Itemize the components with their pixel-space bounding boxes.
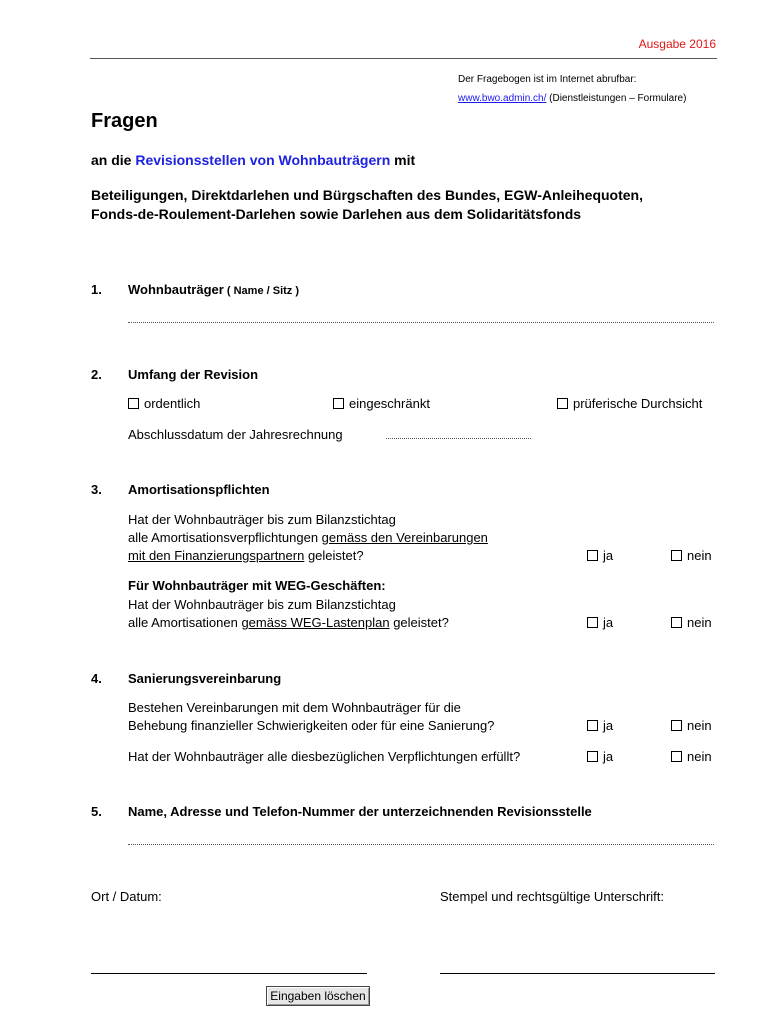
section-4-title: Sanierungsvereinbarung <box>128 671 282 686</box>
s3-q1-line3a: mit den Finanzierungspartnern <box>128 548 305 563</box>
s3-q1-no[interactable] <box>671 548 712 563</box>
option-pruefung-label: prüferische Durchsicht <box>573 396 703 411</box>
s3-q2-line2c: geleistet? <box>389 615 449 630</box>
section-1-title <box>128 282 299 297</box>
s3-q1-yes[interactable] <box>587 548 613 563</box>
s4-q2-yes-label: ja <box>603 749 614 764</box>
checkbox-pruefung[interactable] <box>557 398 568 409</box>
s4-q2-no[interactable] <box>671 749 712 764</box>
intro-line-1: Beteiligungen, Direktdarlehen und Bürgschaften des Bundes, EGW-Anleihequoten, <box>91 187 643 203</box>
s4-q2-yes[interactable] <box>587 749 613 764</box>
checkbox-s3-q2-yes[interactable] <box>587 617 598 628</box>
s3-q1-line3 <box>128 548 364 563</box>
section-1-number: 1. <box>91 282 102 297</box>
subtitle <box>91 152 415 168</box>
checkbox-s4-q2-no[interactable] <box>671 751 682 762</box>
page-title: Fragen <box>91 110 158 132</box>
option-eingeschraenkt-label: eingeschränkt <box>349 396 430 411</box>
s3-q2-no[interactable] <box>671 615 712 630</box>
s4-q1-yes-label: ja <box>603 718 614 733</box>
reset-button[interactable]: Eingaben löschen <box>266 986 370 1006</box>
subtitle-highlight: Revisionsstellen von Wohnbauträgern <box>135 152 391 168</box>
wohnbautraeger-name-field[interactable] <box>128 322 714 323</box>
s4-q2-no-label: nein <box>687 749 712 764</box>
s4-q1-line1: Bestehen Vereinbarungen mit dem Wohnbauträger für die <box>128 700 461 715</box>
link-suffix: (Dienstleistungen – Formulare) <box>546 93 687 104</box>
checkbox-s3-q1-yes[interactable] <box>587 550 598 561</box>
s4-q1-no[interactable] <box>671 718 712 733</box>
checkbox-s4-q1-yes[interactable] <box>587 720 598 731</box>
checkbox-s4-q1-no[interactable] <box>671 720 682 731</box>
s4-q1-yes[interactable] <box>587 718 613 733</box>
s3-q2-no-label: nein <box>687 615 712 630</box>
s3-q2-line1: Hat der Wohnbauträger bis zum Bilanzstichtag <box>128 597 396 612</box>
s3-q1-no-label: nein <box>687 548 712 563</box>
option-ordentlich-label: ordentlich <box>144 396 201 411</box>
s4-q1-line2: Behebung finanzieller Schwierigkeiten oder für eine Sanierung? <box>128 718 495 733</box>
option-ordentlich[interactable] <box>128 396 200 411</box>
intro-line-2: Fonds-de-Roulement-Darlehen sowie Darlehen aus dem Solidaritätsfonds <box>91 206 582 222</box>
bwo-link[interactable]: www.bwo.admin.ch/ <box>458 93 547 104</box>
closing-date-label: Abschlussdatum der Jahresrechnung <box>128 427 343 442</box>
edition-label: Ausgabe 2016 <box>638 37 716 51</box>
checkbox-s3-q1-no[interactable] <box>671 550 682 561</box>
section-1-title-text: Wohnbauträger <box>128 282 224 297</box>
weg-title: Für Wohnbauträger mit WEG-Geschäften: <box>128 578 386 593</box>
internet-note: Der Fragebogen ist im Internet abrufbar: <box>458 74 637 85</box>
option-pruefung[interactable] <box>557 396 702 411</box>
s3-q1-line2a: alle Amortisationsverpflichtungen <box>128 530 322 545</box>
s3-q1-line2b: gemäss den Vereinbarungen <box>321 530 488 545</box>
section-5-title: Name, Adresse und Telefon-Nummer der unterzeichnenden Revisionsstelle <box>128 804 592 819</box>
s4-q1-no-label: nein <box>687 718 712 733</box>
s3-q2-line2b: gemäss WEG-Lastenplan <box>241 615 390 630</box>
section-2-title: Umfang der Revision <box>128 367 259 382</box>
section-4-number: 4. <box>91 671 102 686</box>
section-5-number: 5. <box>91 804 102 819</box>
header-divider <box>90 58 717 59</box>
subtitle-prefix: an die <box>91 152 136 168</box>
section-1-hint: ( Name / Sitz ) <box>223 285 300 297</box>
checkbox-eingeschraenkt[interactable] <box>333 398 344 409</box>
s3-q2-yes-label: ja <box>603 615 614 630</box>
s4-q2: Hat der Wohnbauträger alle diesbezüglichen Verpflichtungen erfüllt? <box>128 749 521 764</box>
subtitle-suffix: mit <box>390 152 416 168</box>
signature-line[interactable] <box>440 973 715 974</box>
section-2-number: 2. <box>91 367 102 382</box>
option-eingeschraenkt[interactable] <box>333 396 430 411</box>
section-3-title: Amortisationspflichten <box>128 482 270 497</box>
section-3-number: 3. <box>91 482 102 497</box>
s3-q2-line2 <box>128 615 449 630</box>
signature-label: Stempel und rechtsgültige Unterschrift: <box>440 889 664 904</box>
s3-q1-line1: Hat der Wohnbauträger bis zum Bilanzstichtag <box>128 512 396 527</box>
s3-q1-line2 <box>128 530 488 545</box>
s3-q2-line2a: alle Amortisationen <box>128 615 242 630</box>
auditor-address-field[interactable] <box>128 844 714 845</box>
s3-q2-yes[interactable] <box>587 615 613 630</box>
internet-link-line <box>458 93 686 104</box>
place-date-line[interactable] <box>91 973 367 974</box>
checkbox-ordentlich[interactable] <box>128 398 139 409</box>
s3-q1-yes-label: ja <box>603 548 614 563</box>
closing-date-field[interactable] <box>386 438 531 439</box>
s3-q1-line3b: geleistet? <box>304 548 364 563</box>
checkbox-s4-q2-yes[interactable] <box>587 751 598 762</box>
checkbox-s3-q2-no[interactable] <box>671 617 682 628</box>
place-date-label: Ort / Datum: <box>91 889 162 904</box>
